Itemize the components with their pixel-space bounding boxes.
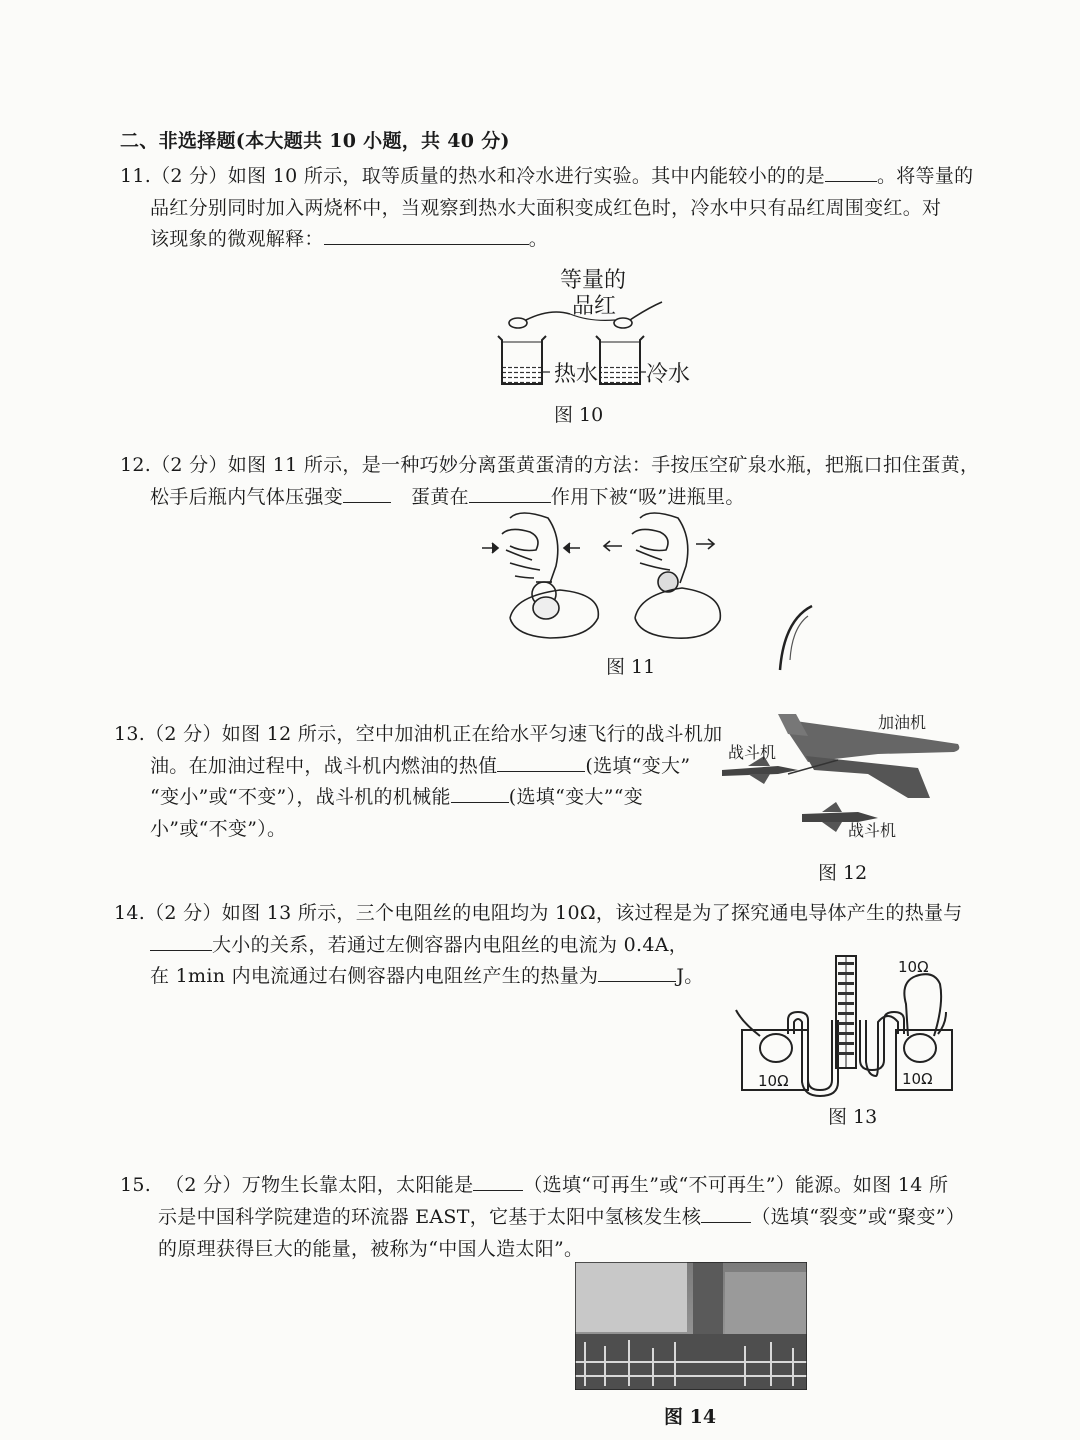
- q15-line-3: 的原理获得巨大的能量，被称为“中国人造太阳”。: [158, 1238, 584, 1260]
- q11-blank-2[interactable]: [324, 226, 529, 245]
- fig11-drawing: [470, 508, 740, 648]
- fig10-label-cold: 冷水: [646, 362, 691, 387]
- q14-blank-2[interactable]: [598, 963, 676, 982]
- q13-line-3: [150, 784, 643, 810]
- q13-text-2a: 油。在加油过程中，战斗机内燃油的热值: [150, 755, 498, 777]
- q13-number: 13.: [114, 723, 146, 745]
- q13-line-2: [150, 753, 690, 779]
- spoon-right-icon: [614, 302, 662, 328]
- q11-line-2: 品红分别同时加入两烧杯中，当观察到热水大面积变成红色时，冷水中只有品红周围变红。对: [150, 197, 942, 219]
- section-title: 二、非选择题(本大题共 10 小题，共 40 分): [120, 130, 510, 152]
- fig10-label-hot: 热水: [554, 362, 599, 387]
- q15-text-2b: （选填“裂变”或“聚变”）: [751, 1206, 966, 1228]
- q14-text-1: 如图 13 所示，三个电阻丝的电阻均为 10Ω，该过程是为了探究通电导体产生的热量与: [221, 902, 963, 924]
- q11-number: 11.: [120, 165, 152, 187]
- plate-right-icon: [635, 588, 720, 638]
- fig13-caption: 图 13: [828, 1106, 878, 1128]
- arrows-out-icon: [604, 539, 714, 551]
- q14-text-3b: J。: [676, 965, 704, 987]
- q12-text-2c: 作用下被“吸”进瓶里。: [550, 486, 745, 508]
- hand-left-icon: [502, 513, 558, 583]
- q11-text-3a: 该现象的微观解释：: [150, 228, 324, 250]
- q11-text-1b: 。将等量的: [876, 165, 974, 187]
- fig12-label-tanker: 加油机: [878, 713, 927, 732]
- fig12-label-fighter2: 战斗机: [848, 821, 897, 840]
- q14-line-1: [114, 900, 963, 926]
- q13-text-2b: (选填“变大”: [585, 755, 691, 777]
- fig14-caption: 图 14: [664, 1406, 717, 1428]
- q11-points: （2 分）: [151, 165, 228, 187]
- arrows-in-icon: [482, 543, 580, 553]
- fig13-r-right: 10Ω: [902, 1070, 933, 1088]
- q14-line-3: [150, 963, 704, 989]
- q12-blank-2[interactable]: [469, 484, 551, 503]
- tanker-plane-icon: [778, 714, 959, 798]
- q12-text-2a: 松手后瓶内气体压强变: [150, 486, 344, 508]
- fig13-r-top: 10Ω: [898, 958, 929, 976]
- q15-blank-2[interactable]: [701, 1204, 751, 1223]
- q15-line-1: [120, 1172, 948, 1198]
- fig10-label-top1: 等量的: [560, 268, 627, 293]
- q14-points: （2 分）: [145, 902, 222, 924]
- q13-text-1: 如图 12 所示，空中加油机正在给水平匀速飞行的战斗机加: [221, 723, 723, 745]
- q11-text-1a: 如图 10 所示，取等质量的热水和冷水进行实验。其中内能较小的的是: [227, 165, 825, 187]
- hand-right-icon: [632, 513, 688, 583]
- fig12-drawing: [718, 708, 968, 838]
- q14-line-2: [150, 932, 688, 958]
- q15-text-2a: 示是中国科学院建造的环流器 EAST，它基于太阳中氢核发生核: [158, 1206, 702, 1228]
- pencil-mark: [770, 600, 820, 680]
- q15-number: 15.: [120, 1174, 152, 1196]
- fig12-caption: 图 12: [818, 862, 868, 884]
- q12-blank-1[interactable]: [343, 484, 391, 503]
- q14-blank-1[interactable]: [150, 932, 212, 951]
- q12-line-2: [150, 484, 745, 510]
- q11-line-3: [150, 226, 548, 252]
- q13-blank-2[interactable]: [451, 784, 509, 803]
- fig10-caption: 图 10: [554, 404, 604, 426]
- q12-points: （2 分）: [151, 454, 228, 476]
- spoon-left-icon: [509, 312, 570, 328]
- q12-line-1: [120, 452, 979, 478]
- q11-blank-1[interactable]: [825, 163, 877, 182]
- fig14-photo: [575, 1262, 807, 1390]
- q13-points: （2 分）: [145, 723, 222, 745]
- beaker-cold-icon: [596, 336, 644, 384]
- q15-text-1a: 万物生长靠太阳，太阳能是: [241, 1174, 474, 1196]
- q13-blank-1[interactable]: [497, 753, 585, 772]
- q13-line-4: 小”或“不变”）。: [150, 818, 287, 840]
- q14-text-2: 大小的关系，若通过左侧容器内电阻丝的电流为 0.4A，: [212, 934, 689, 956]
- q15-text-1b: （选填“可再生”或“不可再生”）能源。如图 14 所: [523, 1174, 949, 1196]
- q15-points: （2 分）: [165, 1174, 242, 1196]
- q14-number: 14.: [114, 902, 146, 924]
- q11-text-3b: 。: [528, 228, 549, 250]
- q12-text-2b: 蛋黄在: [411, 486, 469, 508]
- q14-text-3a: 在 1min 内电流通过右侧容器内电阻丝产生的热量为: [150, 965, 599, 987]
- q13-line-1: [114, 721, 722, 747]
- q12-text-1: 如图 11 所示，是一种巧妙分离蛋黄蛋清的方法：手按压空矿泉水瓶，把瓶口扣住蛋黄，: [227, 454, 980, 476]
- fig10-label-top2: 品红: [572, 294, 617, 319]
- q15-line-2: [158, 1204, 965, 1230]
- fig12-label-fighter1: 战斗机: [728, 743, 777, 762]
- q11-line-1: [120, 163, 973, 189]
- fig13-r-left: 10Ω: [758, 1072, 789, 1090]
- fig11-caption: 图 11: [606, 656, 656, 678]
- q13-text-3a: “变小”或“不变”），战斗机的机械能: [150, 786, 451, 808]
- q15-blank-1[interactable]: [473, 1172, 523, 1191]
- resistor-top: [904, 974, 941, 1036]
- q12-number: 12.: [120, 454, 152, 476]
- q13-text-3b: (选填“变大”“变: [508, 786, 644, 808]
- beaker-hot-icon: [498, 336, 546, 384]
